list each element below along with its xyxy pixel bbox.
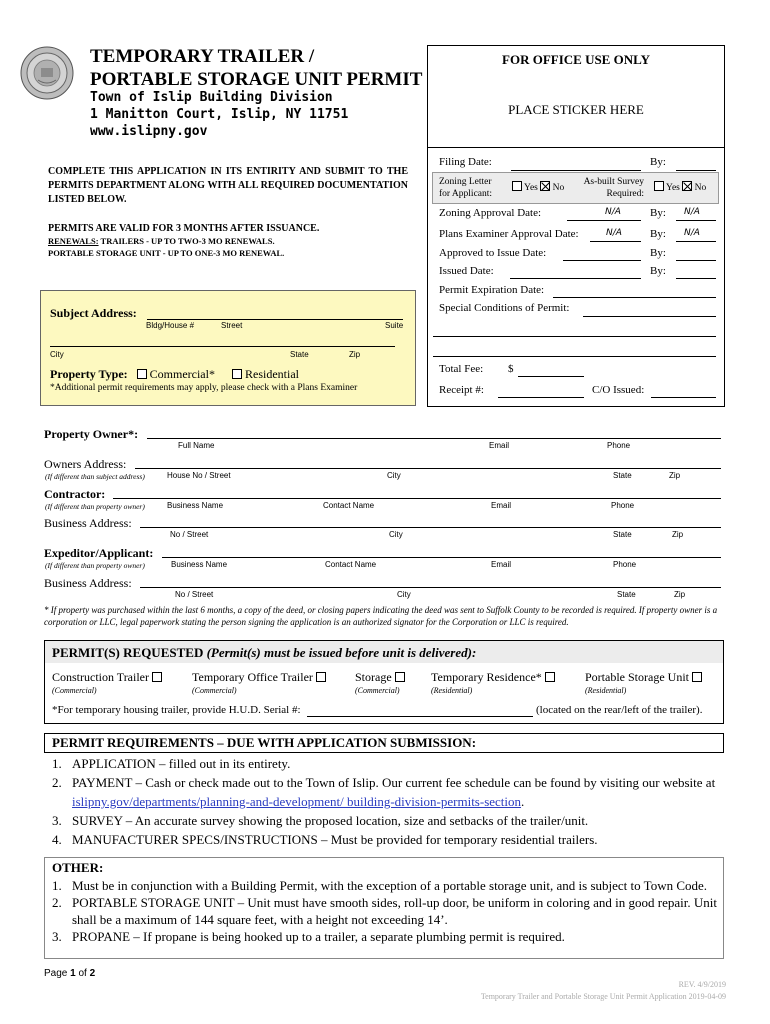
- owner-phone-caption: Phone: [607, 441, 631, 450]
- construction-sub: (Commercial): [52, 686, 97, 695]
- renewals-text: TRAILERS - UP TO TWO-3 MO RENEWALS.: [98, 236, 275, 246]
- other-item-1: [52, 877, 720, 894]
- zoning-yes-label: Yes: [524, 183, 538, 193]
- special-conditions-field-2[interactable]: [433, 336, 716, 337]
- subject-state-caption: State: [290, 350, 309, 359]
- page-title-line2: PORTABLE STORAGE UNIT PERMIT: [90, 69, 423, 90]
- expeditor-business-address-field[interactable]: [140, 587, 721, 588]
- expeditor-note: (If different than property owner): [45, 561, 145, 570]
- owner-email-caption: Email: [489, 441, 510, 450]
- subject-address-label: Subject Address:: [50, 306, 137, 320]
- owner-state-caption: State: [613, 471, 632, 480]
- property-type-label: Property Type:: [50, 367, 128, 381]
- storage-sub: (Commercial): [355, 686, 400, 695]
- contractor-city-caption: City: [389, 530, 403, 539]
- portable-storage-checkbox[interactable]: [692, 672, 702, 682]
- temporary-residence-label: Temporary Residence*: [431, 670, 542, 684]
- town-seal-icon: [20, 46, 74, 100]
- permit-office-option: [192, 670, 326, 685]
- office-trailer-label: Temporary Office Trailer: [192, 670, 313, 684]
- plans-examiner-label: Plans Examiner Approval Date:: [439, 228, 579, 240]
- requirement-text-2: PAYMENT – Cash or check made out to the Town of Islip. Our current fee schedule can be found by visiting our website at: [72, 775, 716, 790]
- portable-sub: (Residential): [585, 686, 627, 695]
- renewals-label: RENEWALS:: [48, 236, 99, 246]
- page-of: of: [75, 968, 90, 979]
- other-text-3: PROPANE – If propane is being hooked up to a trailer, a separate plumbing permit is required.: [72, 929, 565, 944]
- owners-address-note: (If different than subject address): [45, 472, 145, 481]
- subject-suite-caption: Suite: [385, 321, 404, 330]
- filing-by-field[interactable]: [676, 170, 716, 171]
- requirement-text-3: SURVEY – An accurate survey showing the proposed location, size and setbacks of the trailer/unit.: [72, 813, 589, 828]
- expeditor-email-caption: Email: [491, 560, 512, 569]
- zoning-no-label: No: [552, 183, 565, 193]
- other-text-1: Must be in conjunction with a Building Permit, with the exception of a portable storage unit, and is subject to Town Code.: [72, 878, 708, 893]
- subject-city-caption: City: [50, 350, 64, 359]
- residential-label: Residential: [244, 367, 299, 381]
- other-item-3: [52, 928, 720, 945]
- renewals-note: [48, 236, 275, 246]
- page-prefix: Page: [44, 968, 71, 979]
- filing-date-field[interactable]: [511, 170, 641, 171]
- other-number-3: 3.: [52, 929, 62, 944]
- contractor-state-caption: State: [613, 530, 632, 539]
- receipt-field[interactable]: [498, 397, 584, 398]
- approved-issue-field[interactable]: [563, 260, 641, 261]
- approved-by-field[interactable]: [676, 260, 716, 261]
- document-filename: Temporary Trailer and Portable Storage Unit Permit Application 2019-04-09: [480, 992, 726, 1001]
- approved-by-label: By:: [650, 247, 666, 259]
- owners-address-field[interactable]: [135, 468, 721, 469]
- contractor-business-address-label: Business Address:: [44, 516, 132, 530]
- zoning-approval-label: Zoning Approval Date:: [439, 207, 542, 219]
- validity-note: PERMITS ARE VALID FOR 3 MONTHS AFTER ISSUANCE.: [48, 223, 320, 234]
- plans-by-label: By:: [650, 228, 666, 240]
- property-owner-field[interactable]: [147, 438, 721, 439]
- plans-by-value: N/A: [684, 228, 700, 238]
- owners-address-label: Owners Address:: [44, 457, 127, 471]
- contractor-zip-caption: Zip: [672, 530, 684, 539]
- owner-fullname-caption: Full Name: [178, 441, 215, 450]
- issued-by-label: By:: [650, 265, 666, 277]
- construction-trailer-label: Construction Trailer: [52, 670, 150, 684]
- owner-city-caption: City: [387, 471, 401, 480]
- requirement-text-1: APPLICATION – filled out in its entirety.: [72, 756, 291, 771]
- filing-date-label: Filing Date:: [439, 156, 492, 168]
- storage-checkbox[interactable]: [395, 672, 405, 682]
- permit-residence-option: [431, 670, 555, 685]
- requirement-item-2: 2. PAYMENT – Cash or check made out to the Town of Islip. Our current fee schedule can be found by visiting our website at islipny.gov/departments/planning-and-development/ building-division-permits-section.: [52, 775, 716, 809]
- zoning-letter-no-checkbox[interactable]: [540, 181, 550, 191]
- zoning-by-value: N/A: [684, 207, 700, 217]
- zoning-by-label: By:: [650, 207, 666, 219]
- plans-examiner-value: N/A: [606, 228, 622, 238]
- contractor-phone-caption: Phone: [611, 501, 635, 510]
- residential-checkbox[interactable]: [232, 369, 242, 379]
- requirement-item-4: [52, 830, 722, 849]
- contractor-note: (If different than property owner): [45, 502, 145, 511]
- issued-by-field[interactable]: [676, 278, 716, 279]
- contractor-business-address-field[interactable]: [140, 527, 721, 528]
- special-conditions-field-3[interactable]: [433, 356, 716, 357]
- plans-examiner-field[interactable]: [590, 241, 641, 242]
- temporary-residence-checkbox[interactable]: [545, 672, 555, 682]
- requirement-text-4: MANUFACTURER SPECS/INSTRUCTIONS – Must be provided for temporary residential trailers.: [72, 832, 598, 847]
- page-current: 1: [70, 968, 76, 979]
- deed-note: * If property was purchased within the last 6 months, a copy of the deed, or closing papers indicating the deed was sent to Suffolk County to be recorded is required. If property owner is a corporation or LLC, legal paperwork stating the person signing the application is an authorized signator for the Corporation or LLC is required.: [44, 605, 718, 627]
- asbuilt-options: [654, 181, 706, 193]
- zoning-letter-label: Zoning Letter for Applicant:: [439, 177, 493, 199]
- requirement-number-2: 2.: [52, 775, 62, 790]
- complete-instructions: COMPLETE THIS APPLICATION IN ITS ENTIRITY AND SUBMIT TO THE PERMITS DEPARTMENT ALONG WITH ALL REQUIRED DOCUMENTATION LISTED BELOW.: [48, 166, 408, 205]
- expeditor-street-caption: No / Street: [175, 590, 214, 599]
- zoning-letter-options: [512, 181, 564, 193]
- property-type-row: [50, 367, 299, 382]
- office-sub: (Commercial): [192, 686, 237, 695]
- special-conditions-label: Special Conditions of Permit:: [439, 302, 570, 314]
- permit-portable-option: [585, 670, 702, 685]
- commercial-checkbox[interactable]: [137, 369, 147, 379]
- requirements-list: [52, 754, 722, 849]
- permits-heading-bold: PERMIT(S) REQUESTED: [52, 645, 204, 660]
- requirement-number-3: 3.: [52, 813, 62, 828]
- property-owner-label: Property Owner*:: [44, 427, 139, 441]
- expeditor-business-caption: Business Name: [171, 560, 228, 569]
- subject-street-caption: Street: [221, 321, 243, 330]
- requirement-number-1: 1.: [52, 756, 62, 771]
- property-type-note: *Additional permit requirements may apply, please check with a Plans Examiner: [50, 383, 358, 393]
- zoning-by-field[interactable]: [676, 220, 716, 221]
- co-issued-field[interactable]: [651, 397, 716, 398]
- asbuilt-yes-checkbox[interactable]: [654, 181, 664, 191]
- other-text-2: PORTABLE STORAGE UNIT – Unit must have smooth sides, roll-up door, be uniform in coloring and in good repair. Unit shall be a maximum of 144 square feet, with a height not exceeding 14’.: [72, 895, 717, 927]
- other-list: [52, 877, 720, 945]
- contractor-email-caption: Email: [491, 501, 512, 510]
- office-use-box: [427, 45, 725, 407]
- asbuilt-label: As-built Survey Required:: [583, 177, 644, 199]
- special-conditions-field-1[interactable]: [583, 316, 716, 317]
- subject-address-line1[interactable]: [147, 319, 403, 320]
- revision-date: REV. 4/9/2019: [678, 980, 726, 989]
- expiration-field[interactable]: [553, 297, 716, 298]
- page-title-line1: TEMPORARY TRAILER /: [90, 46, 315, 67]
- page-number: [44, 968, 95, 979]
- zoning-approval-field[interactable]: [567, 220, 641, 221]
- contractor-label: Contractor:: [44, 487, 106, 501]
- requirements-heading: PERMIT REQUIREMENTS – DUE WITH APPLICATION SUBMISSION:: [52, 735, 477, 750]
- expeditor-field[interactable]: [162, 557, 721, 558]
- contractor-business-caption: Business Name: [167, 501, 224, 510]
- residence-sub: (Residential): [431, 686, 473, 695]
- expeditor-state-caption: State: [617, 590, 636, 599]
- receipt-label: Receipt #:: [439, 384, 484, 396]
- permits-heading-italic: (Permit(s) must be issued before unit is delivered):: [206, 645, 477, 660]
- requirement-number-4: 4.: [52, 832, 62, 847]
- other-item-2: [52, 894, 720, 928]
- storage-label: Storage: [355, 670, 392, 684]
- zoning-approval-value: N/A: [605, 207, 621, 217]
- expeditor-business-address-label: Business Address:: [44, 576, 132, 590]
- asbuilt-no-label: No: [694, 183, 707, 193]
- renewals-storage: PORTABLE STORAGE UNIT - UP TO ONE-3 MO RENEWAL.: [48, 248, 285, 258]
- total-fee-field[interactable]: [518, 376, 584, 377]
- permit-storage-option: [355, 670, 405, 685]
- commercial-label: Commercial*: [149, 367, 215, 381]
- division-address: 1 Manitton Court, Islip, NY 11751: [90, 107, 349, 122]
- contractor-field[interactable]: [113, 498, 721, 499]
- expeditor-city-caption: City: [397, 590, 411, 599]
- dollar-sign: $: [508, 363, 514, 375]
- zoning-letter-yes-checkbox[interactable]: [512, 181, 522, 191]
- co-issued-label: C/O Issued:: [592, 384, 645, 396]
- permit-construction-option: [52, 670, 162, 685]
- approved-issue-label: Approved to Issue Date:: [439, 247, 547, 259]
- contractor-contact-caption: Contact Name: [323, 501, 375, 510]
- hud-suffix: (located on the rear/left of the trailer).: [536, 704, 703, 716]
- asbuilt-no-checkbox[interactable]: [682, 181, 692, 191]
- expeditor-contact-caption: Contact Name: [325, 560, 377, 569]
- construction-trailer-checkbox[interactable]: [152, 672, 162, 682]
- sticker-placeholder: PLACE STICKER HERE: [508, 102, 644, 117]
- requirement-item-1: [52, 754, 722, 773]
- page-total: 2: [89, 968, 96, 979]
- owner-house-caption: House No / Street: [167, 471, 231, 480]
- other-heading: OTHER:: [52, 860, 104, 875]
- contractor-street-caption: No / Street: [170, 530, 209, 539]
- office-use-heading: FOR OFFICE USE ONLY: [502, 52, 650, 67]
- issued-date-field[interactable]: [510, 278, 641, 279]
- portable-storage-label: Portable Storage Unit: [585, 670, 689, 684]
- owner-zip-caption: Zip: [669, 471, 681, 480]
- other-number-1: 1.: [52, 878, 62, 893]
- fee-schedule-link[interactable]: islipny.gov/departments/planning-and-development/ building-division-permits-section: [72, 794, 522, 809]
- hud-label: *For temporary housing trailer, provide H.U.D. Serial #:: [52, 704, 301, 716]
- issued-date-label: Issued Date:: [439, 265, 494, 277]
- subject-address-line2[interactable]: [50, 346, 395, 347]
- expeditor-label: Expeditor/Applicant:: [44, 546, 154, 560]
- permits-requested-heading: [52, 645, 476, 661]
- total-fee-label: Total Fee:: [439, 363, 484, 375]
- filing-by-label: By:: [650, 156, 666, 168]
- subject-bldg-caption: Bldg/House #: [146, 321, 195, 330]
- office-trailer-checkbox[interactable]: [316, 672, 326, 682]
- asbuilt-yes-label: Yes: [666, 183, 680, 193]
- subject-zip-caption: Zip: [349, 350, 361, 359]
- hud-serial-field[interactable]: [307, 716, 533, 717]
- division-name: Town of Islip Building Division: [90, 90, 333, 105]
- plans-by-field[interactable]: [676, 241, 716, 242]
- expeditor-phone-caption: Phone: [613, 560, 637, 569]
- expiration-label: Permit Expiration Date:: [439, 284, 545, 296]
- division-website: www.islipny.gov: [90, 124, 208, 139]
- requirement-item-3: [52, 811, 722, 830]
- expeditor-zip-caption: Zip: [674, 590, 686, 599]
- other-number-2: 2.: [52, 895, 62, 910]
